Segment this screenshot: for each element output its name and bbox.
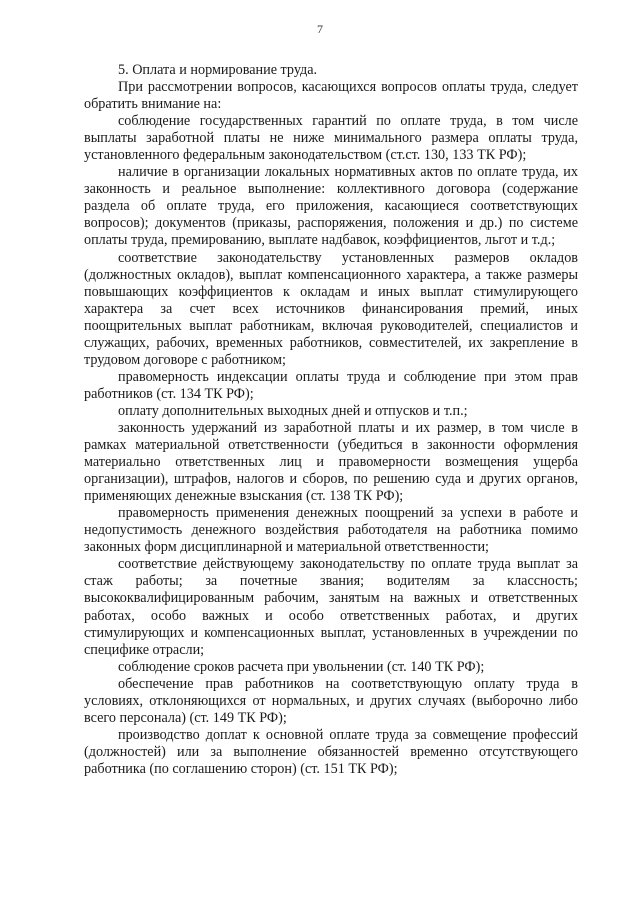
paragraph-dismissal-settlement: соблюдение сроков расчета при увольнении (ст. 140 ТК РФ); [118,658,485,675]
paragraph-local-regulations: наличие в организации локальных нормативных актов по оплате труда, их законность и реальное выполнение: коллективного договора (содержание раздела об оплате труда, его приложения, касающиеся соответствующих вопросов); документов (приказы, распоряжения, положения и др.) по системе оплаты труда, премированию, выплате надбавок, коэффициентов, льгот и т.д.; [84,164,578,249]
paragraph-abnormal-conditions: обеспечение прав работников на соответствующую оплату труда в условиях, отклоняющихся от нормальных, и других случаях (выборочно либо всего персонала) (ст. 149 ТК РФ); [84,675,578,726]
paragraph-seniority-payments: соответствие действующему законодательству по оплате труда выплат за стаж работы; за почетные звания; водителям за классность; высококвалифицированным рабочим, занятым на важных и ответственных работах, особо важных и особо ответственных работах, и других стимулирующих и компенсационных выплат, установленных в учреждении по специфике отрасли; [84,556,578,658]
paragraph-combined-duties: производство доплат к основной оплате труда за совмещение профессий (должностей) или за выполнение обязанностей временно отсутствующего работника (по соглашению сторон) (ст. 151 ТК РФ); [84,726,578,777]
paragraph-intro: При рассмотрении вопросов, касающихся вопросов оплаты труда, следует обратить внимание на: [84,79,578,113]
paragraph-additional-days-pay: оплату дополнительных выходных дней и отпусков и т.п.; [118,402,468,419]
page-number: 7 [317,22,323,36]
section-heading: 5. Оплата и нормирование труда. [118,62,318,78]
paragraph-salary-compliance: соответствие законодательству установленных размеров окладов (должностных окладов), выплат компенсационного характера, а также размеры повышающих коэффициентов к окладам и иных выплат стимулирующего характера за счет всех источников финансирования премий, иных поощрительных выплат работникам, включая руководителей, специалистов и служащих, рабочих, временных работников, совместителей, их закрепление в трудовом договоре с работником; [84,249,578,368]
document-body [84,62,578,778]
paragraph-deductions: законность удержаний из заработной платы и их размер, в том числе в рамках материальной ответственности (убедиться в законности оформления материально ответственных лиц и правомерности возмещения ущерба организации), штрафов, налогов и сборов, по решению суда и других органов, применяющих денежные взыскания (ст. 138 ТК РФ); [84,419,578,505]
paragraph-indexation: правомерность индексации оплаты труда и соблюдение при этом прав работников (ст. 134 ТК РФ); [84,368,578,402]
paragraph-incentives: правомерность применения денежных поощрений за успехи в работе и недопустимость денежного воздействия работодателя на работника помимо законных форм дисциплинарной и материальной ответственности; [84,505,578,556]
paragraph-minimum-wage-guarantees: соблюдение государственных гарантий по оплате труда, в том числе выплаты заработной платы не ниже минимального размера оплаты труда, установленного федеральным законодательством (ст.ст. 130, 133 ТК РФ); [84,113,578,164]
